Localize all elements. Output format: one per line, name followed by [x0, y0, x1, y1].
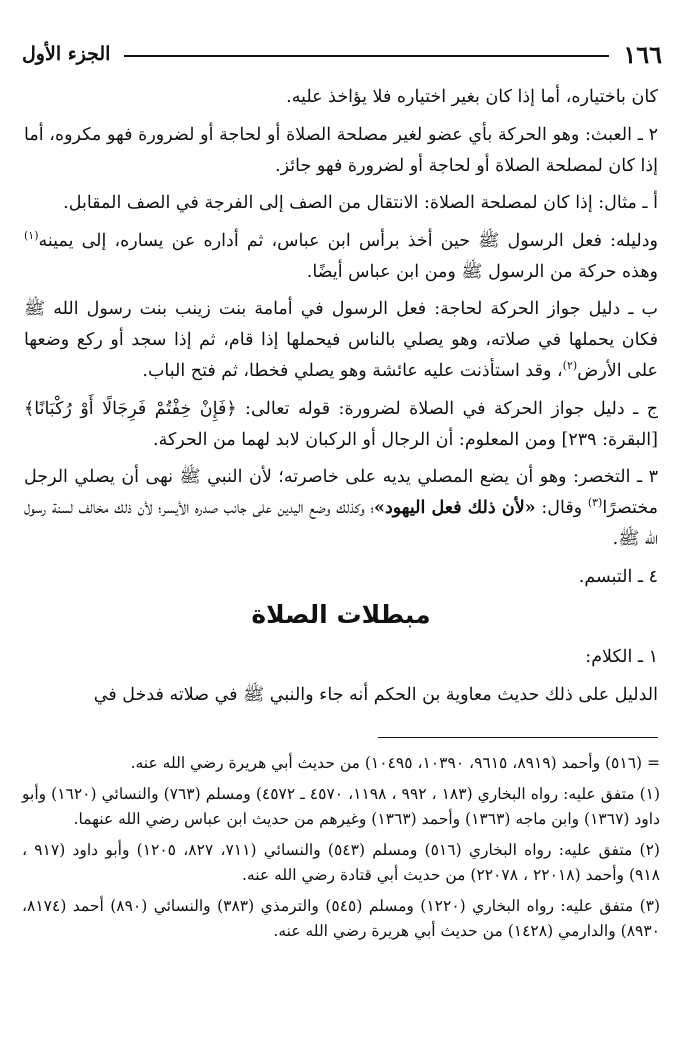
main-text	[24, 82, 658, 717]
footnotes	[22, 751, 660, 950]
text-span: وقال:	[535, 498, 588, 518]
footnote-3: (٣) متفق عليه: رواه البخاري (١٢٢٠) ومسلم (٥٤٥) والترمذي (٣٨٣) والنسائي (٨٩٠) أحمد (٨١٧٤، ٨٩٣٠) والدارمي (١٤٢٨) من حديث أبي هريرة رضي الله عنه.	[22, 896, 661, 940]
hadith-quote: «لأن ذلك فعل اليهود»	[374, 498, 536, 518]
page-number: ١٦٦	[623, 39, 662, 69]
text-span: ، وقد استأذنت عليه عائشة وهو يصلي فخطا، ثم فتح الباب.	[142, 361, 563, 381]
footnote-continuation: = (٥١٦) وأحمد (٨٩١٩، ٩٦١٥، ١٠٣٩٠، ١٠٤٩٥) من حديث أبي هريرة رضي الله عنه.	[130, 754, 660, 772]
paragraph-need	[24, 294, 658, 387]
footnote-separator	[378, 737, 658, 738]
section-title: مبطلات الصلاة	[251, 600, 431, 629]
page-header	[22, 34, 662, 74]
paragraph-takhassur	[24, 462, 658, 555]
text-span: ٣ ـ التخصر: وهو أن يضع المصلي يديه على خاصرته؛ لأن النبي ﷺ نهى أن يصلي الرجل مختصرًا	[24, 467, 658, 518]
footnote-ref-2: (٢)	[562, 359, 578, 373]
part-title: الجزء الأول	[22, 43, 111, 65]
paragraph-evidence-speech: الدليل على ذلك حديث معاوية بن الحكم أنه جاء والنبي ﷺ في صلاته فدخل في	[93, 684, 658, 705]
text-span: وهذه حركة من الرسول ﷺ ومن ابن عباس أيضًا.	[306, 261, 658, 282]
footnote-2: (٢) متفق عليه: رواه البخاري (٥١٦) ومسلم (٥٤٣) والنسائي (٧١١، ٨٢٧، ١٢٠٥) وأبو داود (٩١٧ ، ٩١٨) وأحمد (٢٢٠١٨ ، ٢٢٠٧٨) من حديث أبي قتادة رضي الله عنه.	[22, 840, 660, 884]
paragraph-speech: ١ ـ الكلام:	[585, 647, 658, 667]
footnote-ref-1: (١)	[24, 228, 39, 242]
header-rule	[124, 55, 609, 57]
footnote-ref-3: (٣)	[587, 496, 603, 510]
paragraph-smile: ٤ ـ التبسم.	[578, 566, 658, 587]
paragraph-evidence	[24, 226, 658, 288]
paragraph: كان باختياره، أما إذا كان بغير اختياره فلا يؤاخذ عليه.	[286, 87, 658, 107]
footnote-1: (١) متفق عليه: رواه البخاري (١٨٣ ، ٩٩٢ ، ١١٩٨، ٤٥٧٠ ـ ٤٥٧٢) ومسلم (٧٦٣) والنسائي (١٦٢٠) وأبو داود (١٣٦٧) وابن ماجه (١٣٦٣) وأحمد (١٣٦٣) وغيرهم من حديث ابن عباس رضي الله عنهما.	[22, 784, 661, 828]
text-span: ودليله: فعل الرسول ﷺ حين أخذ برأس ابن عباس، ثم أداره عن يساره، إلى يمينه	[38, 230, 658, 251]
text-span: ؛ وكذلك وضع اليدين على جانب صدره الأيسر؛ لأن ذلك مخالف لسنة رسول الله ﷺ.	[24, 498, 658, 549]
paragraph-necessity: ج ـ دليل جواز الحركة في الصلاة لضرورة: قوله تعالى: ﴿فَإِنْ خِفْتُمْ فَرِجَالًا أَوْ رُكْبَانًا﴾ [البقرة: ٢٣٩] ومن المعلوم: أن الرجال أو الركبان لابد لهما من الحركة.	[24, 398, 658, 450]
text-span: ب ـ دليل جواز الحركة لحاجة: فعل الرسول في أمامة بنت زينب بنت رسول الله ﷺ فكان يحملها في صلاته، وهو يصلي بالناس فيحملها إذا قام، ثم إذا سجد أو ركع وضعها على الأرض	[24, 299, 658, 381]
paragraph-abath: ٢ ـ العبث: وهو الحركة بأي عضو لغير مصلحة الصلاة أو لحاجة أو لضرورة فهو مكروه، أما إذا كان لمصلحة الصلاة أو لحاجة أو لضرورة فهو جائز.	[24, 124, 658, 176]
paragraph-example: أ ـ مثال: إذا كان لمصلحة الصلاة: الانتقال من الصف إلى الفرجة في الصف المقابل.	[63, 193, 658, 213]
